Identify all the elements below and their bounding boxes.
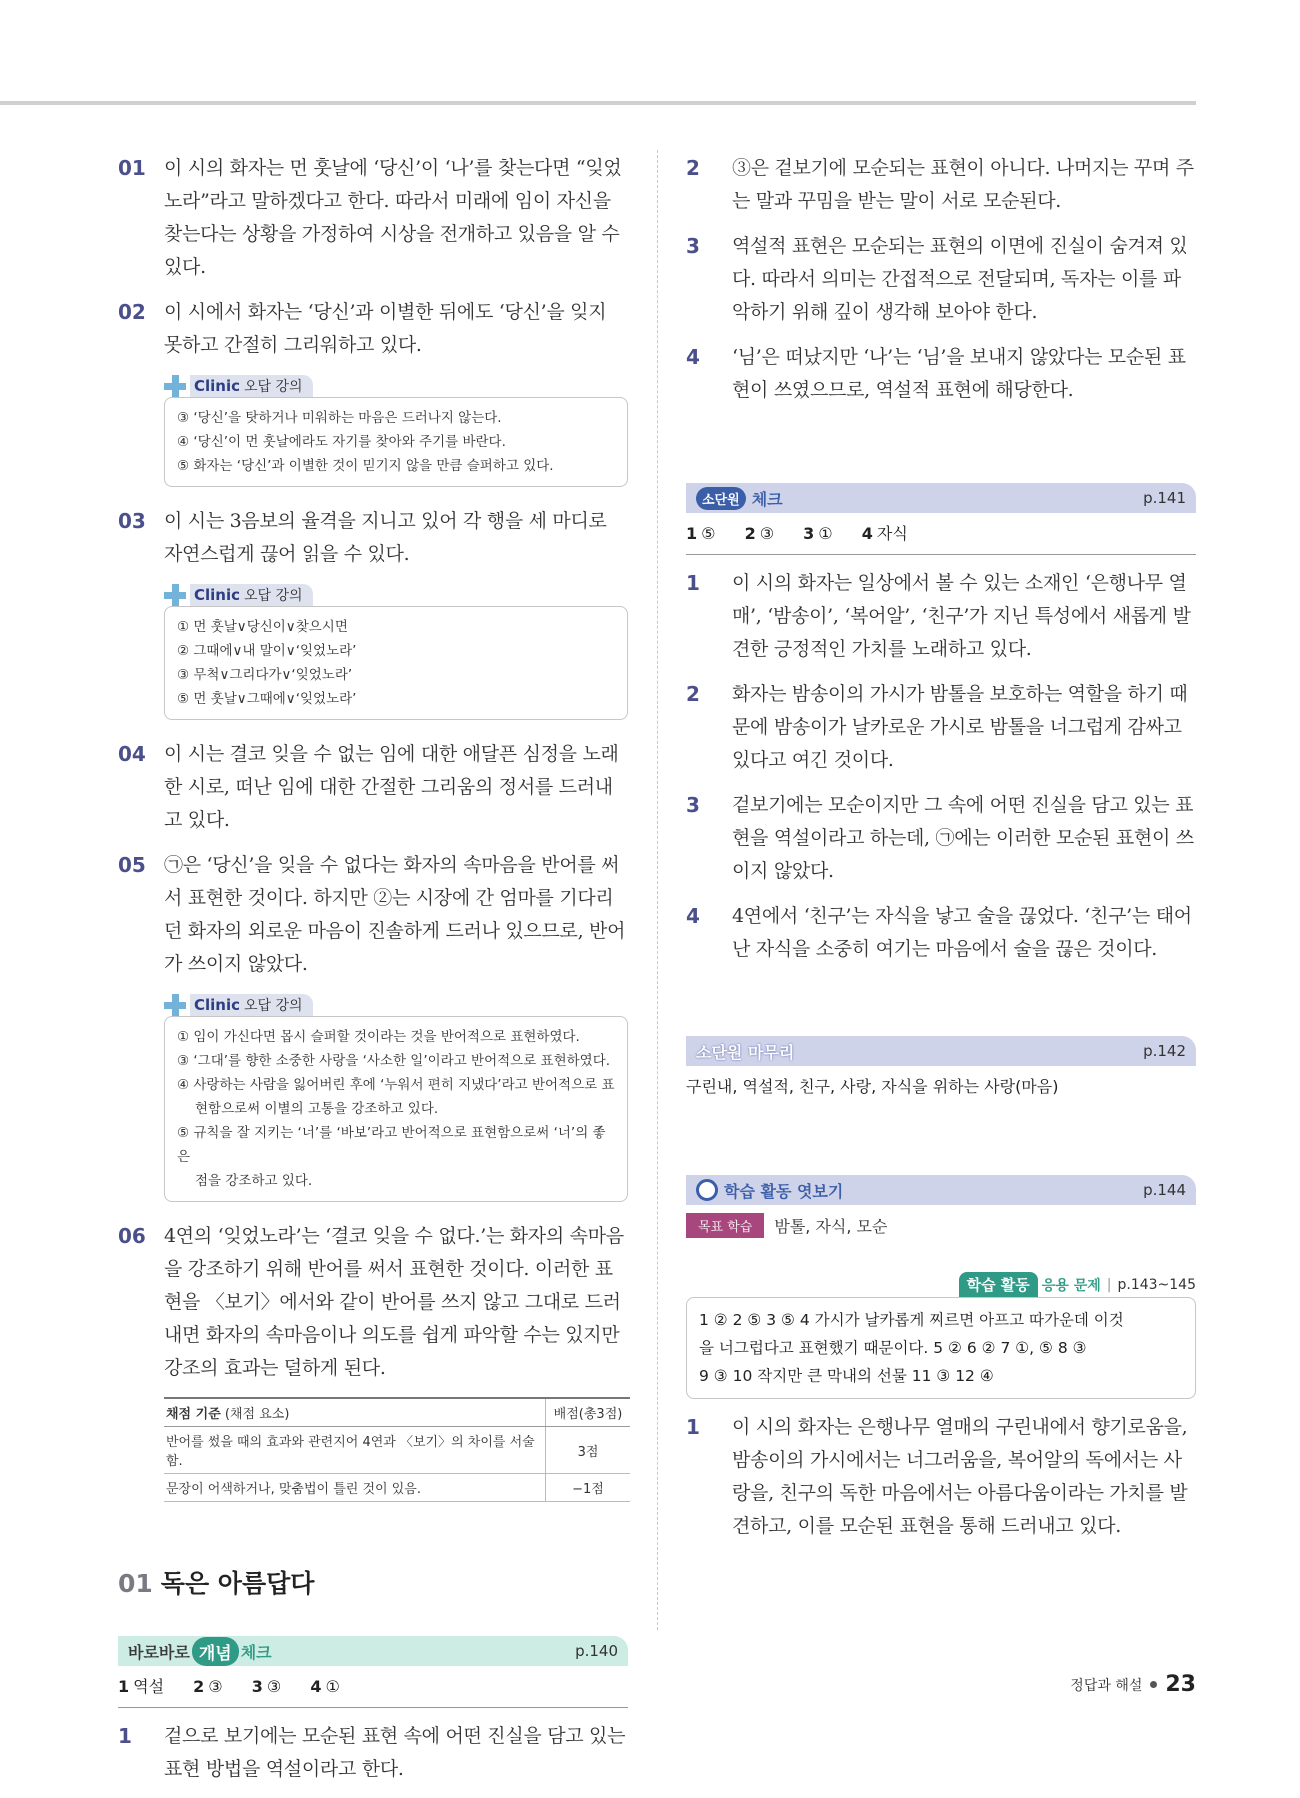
clinic-line: ⑤ 규칙을 잘 지키는 ‘너’를 ‘바보’라고 반어적으로 표현함으로써 ‘너’의 좋은 [177, 1125, 606, 1165]
plus-icon [164, 375, 186, 397]
plus-icon [164, 584, 186, 606]
item-text: 화자는 밤송이의 가시가 밤톨을 보호하는 역할을 하기 때문에 밤송이가 날카로운 가시로 밤톨을 너그럽게 감싸고 있다고 여긴 것이다. [732, 683, 1188, 771]
answer-item [686, 341, 1196, 407]
answer-item [118, 738, 628, 837]
table-row: 문장이 어색하거나, 맞춤법이 틀린 것이 있음. −1점 [164, 1474, 630, 1502]
item-text: 4연에서 ‘친구’는 자식을 낳고 술을 끊었다. ‘친구’는 태어난 자식을 소중히 여기는 마음에서 술을 끊은 것이다. [732, 905, 1192, 960]
footer-label: 정답과 해설 [1070, 1677, 1143, 1694]
answer-item [118, 152, 628, 284]
clinic-line: ④ ‘당신’이 먼 훗날에라도 자기를 찾아와 주기를 바란다. [177, 434, 506, 450]
item-text: ③은 겉보기에 모순되는 표현이 아니다. 나머지는 꾸며 주는 말과 꾸밈을 받는 말이 서로 모순된다. [732, 157, 1194, 212]
clinic-line: 현함으로써 이별의 고통을 강조하고 있다. [195, 1101, 439, 1117]
item-number: 4 [686, 904, 700, 928]
wrapup-title: 소단원 마무리 [696, 1042, 795, 1062]
answer-row: 1 ⑤ 2 ③ 3 ① 4 자식 [686, 513, 1196, 555]
clinic-label: Clinic 오답 강의 [190, 994, 313, 1016]
goal-text: 밤톨, 자식, 모순 [774, 1217, 888, 1236]
answer-item [118, 849, 628, 981]
clinic-box [164, 993, 628, 1202]
top-rule [0, 101, 1196, 105]
table-header: 배점(총3점) [546, 1398, 631, 1427]
clinic-line: ③ 무척∨그리다가∨‘잊었노라’ [177, 667, 353, 683]
item-number: 3 [686, 234, 700, 258]
table-row: 반어를 썼을 때의 효과와 관련지어 4연과 〈보기〉의 차이를 서술함. 3점 [164, 1427, 630, 1474]
wrapup-bar [686, 1036, 1196, 1066]
answer-item [118, 505, 628, 571]
scoring-table [164, 1397, 630, 1502]
clinic-box [164, 374, 628, 487]
clinic-line: ⑤ 화자는 ‘당신’과 이별한 것이 믿기지 않을 만큼 슬퍼하고 있다. [177, 458, 554, 474]
answer-item [686, 152, 1196, 218]
clinic-box [164, 583, 628, 720]
item-number: 02 [118, 300, 146, 324]
bullet-dot [1150, 1681, 1157, 1688]
item-number: 01 [118, 156, 146, 180]
clinic-line: ② 그때에∨내 말이∨‘잊었노라’ [177, 643, 357, 659]
answer-item [686, 1411, 1196, 1543]
item-number: 05 [118, 853, 146, 877]
item-number: 2 [686, 682, 700, 706]
clinic-line: 점을 강조하고 있다. [195, 1173, 313, 1189]
page-ref: p.140 [575, 1642, 618, 1660]
item-number: 4 [686, 345, 700, 369]
item-text: ‘님’은 떠났지만 ‘나’는 ‘님’을 보내지 않았다는 모순된 표현이 쓰였으므로, 역설적 표현에 해당한다. [732, 346, 1186, 401]
item-text: 이 시의 화자는 먼 훗날에 ‘당신’이 ‘나’를 찾는다면 “잊었노라”라고 말하겠다고 한다. 따라서 미래에 임이 자신을 찾는다는 상황을 가정하여 시상을 전개하고 있음을 알 수 있다. [164, 157, 622, 278]
plus-icon [164, 994, 186, 1016]
clinic-line: ① 임이 가신다면 몹시 슬퍼할 것이라는 것을 반어적으로 표현하였다. [177, 1029, 580, 1045]
item-number: 03 [118, 509, 146, 533]
concept-check-bar: 바로바로 개념 체크 p.140 [118, 1636, 628, 1666]
answer-item [118, 1720, 628, 1786]
preview-bar: 학습 활동 엿보기 p.144 [686, 1175, 1196, 1205]
column-divider [657, 150, 658, 1630]
answer-item [686, 678, 1196, 777]
answer-item [118, 296, 628, 362]
clinic-line: ③ ‘당신’을 탓하거나 미워하는 마음은 드러나지 않는다. [177, 410, 502, 426]
concept-badge: 개념 [192, 1637, 239, 1666]
goal-tag: 목표 학습 [686, 1213, 764, 1238]
page-footer [1070, 1672, 1196, 1697]
item-number: 3 [686, 793, 700, 817]
right-column [686, 152, 1196, 1555]
item-text: 이 시에서 화자는 ‘당신’과 이별한 뒤에도 ‘당신’을 잊지 못하고 간절히 그리워하고 있다. [164, 301, 607, 356]
item-text: 겉보기에는 모순이지만 그 속에 어떤 진실을 담고 있는 표현을 역설이라고 하는데, ㉠에는 이러한 모순된 표현이 쓰이지 않았다. [732, 794, 1194, 882]
clinic-line: ③ ‘그대’를 향한 소중한 사랑을 ‘사소한 일’이라고 반어적으로 표현하였다. [177, 1053, 611, 1069]
small-check-bar: 소단원 체크 p.141 [686, 483, 1196, 513]
item-text: 이 시의 화자는 은행나무 열매의 구린내에서 향기로움을, 밤송이의 가시에서는 너그러움을, 복어알의 독에서는 사랑을, 친구의 독한 마음에서는 아름다움이라는 가치를 발견하고, 이를 모순된 표현을 통해 드러내고 있다. [732, 1416, 1188, 1537]
item-text: ㉠은 ‘당신’을 잊을 수 없다는 화자의 속마음을 반어를 써서 표현한 것이다. 하지만 ②는 시장에 간 엄마를 기다리던 화자의 외로운 마음이 진솔하게 드러나 있으므로, 반어가 쓰이지 않았다. [164, 854, 626, 975]
apply-kind: 응용 문제 [1041, 1277, 1101, 1294]
page-number: 23 [1165, 1672, 1196, 1697]
answer-item [686, 789, 1196, 888]
page-ref: p.141 [1143, 489, 1186, 507]
answer-item [686, 230, 1196, 329]
item-text: 이 시는 결코 잊을 수 없는 임에 대한 애달픈 심정을 노래한 시로, 떠난 임에 대한 간절한 그리움의 정서를 드러내고 있다. [164, 743, 619, 831]
unit-badge: 소단원 [696, 487, 746, 510]
item-text: 역설적 표현은 모순되는 표현의 이면에 진실이 숨겨져 있다. 따라서 의미는 간접적으로 전달되며, 독자는 이를 파악하기 위해 깊이 생각해 보아야 한다. [732, 235, 1188, 323]
answer-item [686, 900, 1196, 966]
clinic-label: Clinic 오답 강의 [190, 375, 313, 397]
clinic-line: ① 먼 훗날∨당신이∨찾으시면 [177, 619, 348, 635]
apply-answers: 1 ② 2 ⑤ 3 ⑤ 4 가시가 날카롭게 찌르면 아프고 따가운데 이것 을 너그럽다고 표현했기 때문이다. 5 ② 6 ② 7 ①, ⑤ 8 ③ 9 ③ 10 작지만 큰 막내의 선물 11 ③ 12 ④ [686, 1297, 1196, 1399]
item-number: 1 [686, 571, 700, 595]
section-title: 01 독은 아름답다 [118, 1569, 315, 1598]
clinic-line: ④ 사랑하는 사람을 잃어버린 후에 ‘누워서 편히 지냈다’라고 반어적으로 표 [177, 1077, 615, 1093]
goal-row [686, 1213, 1196, 1238]
item-number: 1 [686, 1415, 700, 1439]
clinic-line: ⑤ 먼 훗날∨그때에∨‘잊었노라’ [177, 691, 357, 707]
wrapup-text: 구린내, 역설적, 친구, 사랑, 자식을 위하는 사랑(마음) [686, 1077, 1059, 1096]
apply-tag: 학습 활동 [959, 1272, 1038, 1297]
item-number: 04 [118, 742, 146, 766]
item-text: 겉으로 보기에는 모순된 표현 속에 어떤 진실을 담고 있는 표현 방법을 역설이라고 한다. [164, 1725, 626, 1780]
left-column [118, 152, 628, 1798]
apply-header: 학습 활동 응용 문제 | p.143~145 [686, 1272, 1196, 1297]
item-text: 4연의 ‘잊었노라’는 ‘결코 잊을 수 없다.’는 화자의 속마음을 강조하기 위해 반어를 써서 표현한 것이다. 이러한 표현을 〈보기〉에서와 같이 반어를 쓰지 않고 그대로 드러내면 화자의 속마음이나 의도를 쉽게 파악할 수는 있지만 강조의 효과는 덜하게 된다. [164, 1225, 624, 1379]
answer-row: 1 역설 2 ③ 3 ③ 4 ① [118, 1666, 628, 1708]
item-number: 06 [118, 1224, 146, 1248]
item-number: 2 [686, 156, 700, 180]
item-text: 이 시는 3음보의 율격을 지니고 있어 각 행을 세 마디로 자연스럽게 끊어 읽을 수 있다. [164, 510, 607, 565]
item-text: 이 시의 화자는 일상에서 볼 수 있는 소재인 ‘은행나무 열매’, ‘밤송이’, ‘복어알’, ‘친구’가 지닌 특성에서 새롭게 발견한 긍정적인 가치를 노래하고 있다. [732, 572, 1191, 660]
item-number: 1 [118, 1724, 132, 1748]
page-ref: p.143~145 [1117, 1276, 1196, 1293]
magnifier-icon [696, 1179, 718, 1201]
page-ref: p.142 [1143, 1042, 1186, 1060]
page-ref: p.144 [1143, 1181, 1186, 1199]
answer-item [686, 567, 1196, 666]
answer-item [118, 1220, 628, 1385]
table-header: 채점 기준 (채점 요소) [164, 1398, 546, 1427]
clinic-label: Clinic 오답 강의 [190, 584, 313, 606]
